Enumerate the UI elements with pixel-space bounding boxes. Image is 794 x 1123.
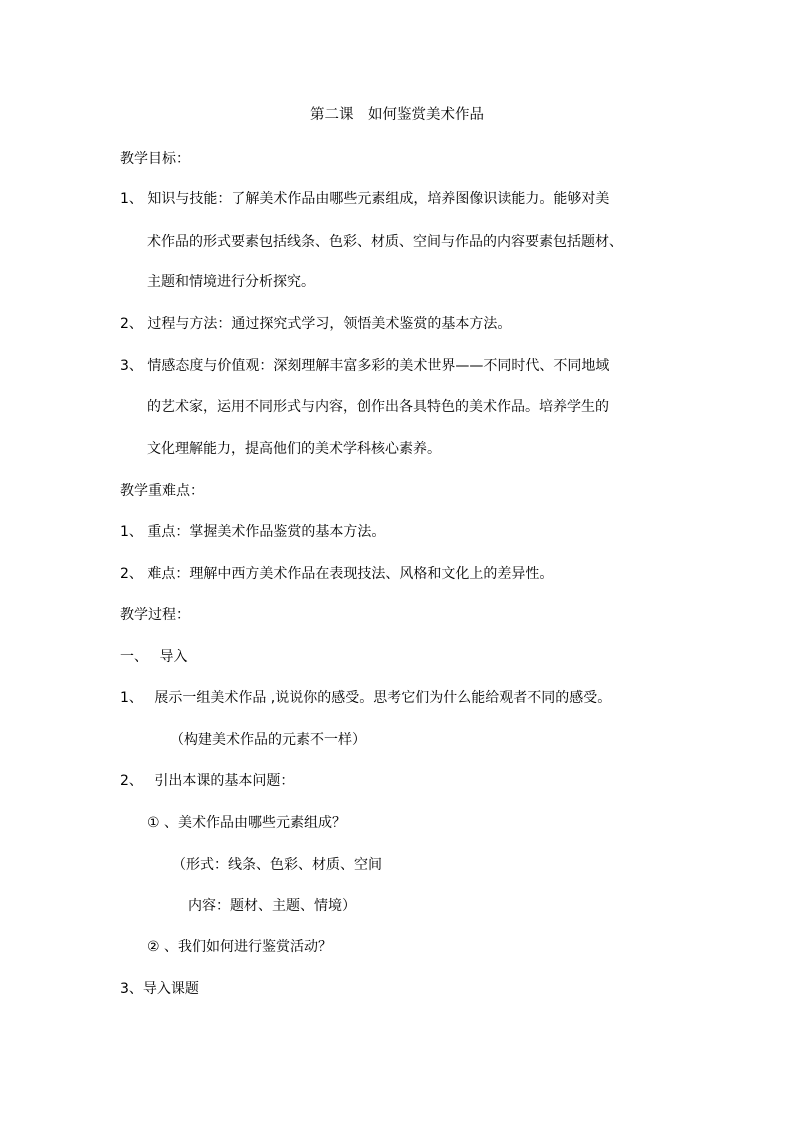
question-1-answer-form: （形式：线条、色彩、材质、空间	[172, 857, 382, 873]
goal-3-line-1: 3、 情感态度与价值观：深刻理解丰富多彩的美术世界——不同时代、不同地域	[120, 358, 610, 374]
keypoint-2: 2、 难点：理解中西方美术作品在表现技法、风格和文化上的差异性。	[120, 566, 554, 582]
keypoints-heading: 教学重难点：	[120, 483, 204, 499]
goals-heading: 教学目标：	[120, 151, 190, 167]
goal-1-line-1: 1、 知识与技能：了解美术作品由哪些元素组成，培养图像识读能力。能够对美	[120, 191, 610, 207]
keypoint-1: 1、 重点：掌握美术作品鉴赏的基本方法。	[120, 524, 386, 540]
section-intro: 一、 导入	[120, 649, 188, 665]
goal-1-line-3: 主题和情境进行分析探究。	[147, 274, 315, 290]
goal-2-line-1: 2、 过程与方法：通过探究式学习，领悟美术鉴赏的基本方法。	[120, 316, 512, 332]
process-heading: 教学过程：	[120, 607, 190, 623]
goal-1-line-2: 术作品的形式要素包括线条、色彩、材质、空间与作品的内容要素包括题材、	[147, 234, 623, 250]
step-3: 3、导入课题	[120, 981, 199, 997]
question-1-answer-content: 内容：题材、主题、情境）	[188, 898, 356, 914]
goal-3-line-3: 文化理解能力，提高他们的美术学科核心素养。	[147, 441, 441, 457]
step-1: 1、 展示一组美术作品 ,说说你的感受。思考它们为什么能给观者不同的感受。	[120, 690, 612, 706]
step-1-note: （构建美术作品的元素不一样）	[170, 732, 366, 748]
document-title: 第二课 如何鉴赏美术作品	[310, 107, 484, 123]
step-2: 2、 引出本课的基本问题：	[120, 773, 295, 789]
question-1: ① 、美术作品由哪些元素组成？	[147, 815, 347, 831]
goal-3-line-2: 的艺术家，运用不同形式与内容，创作出各具特色的美术作品。培养学生的	[147, 399, 609, 415]
question-2: ② 、我们如何进行鉴赏活动？	[147, 939, 333, 955]
